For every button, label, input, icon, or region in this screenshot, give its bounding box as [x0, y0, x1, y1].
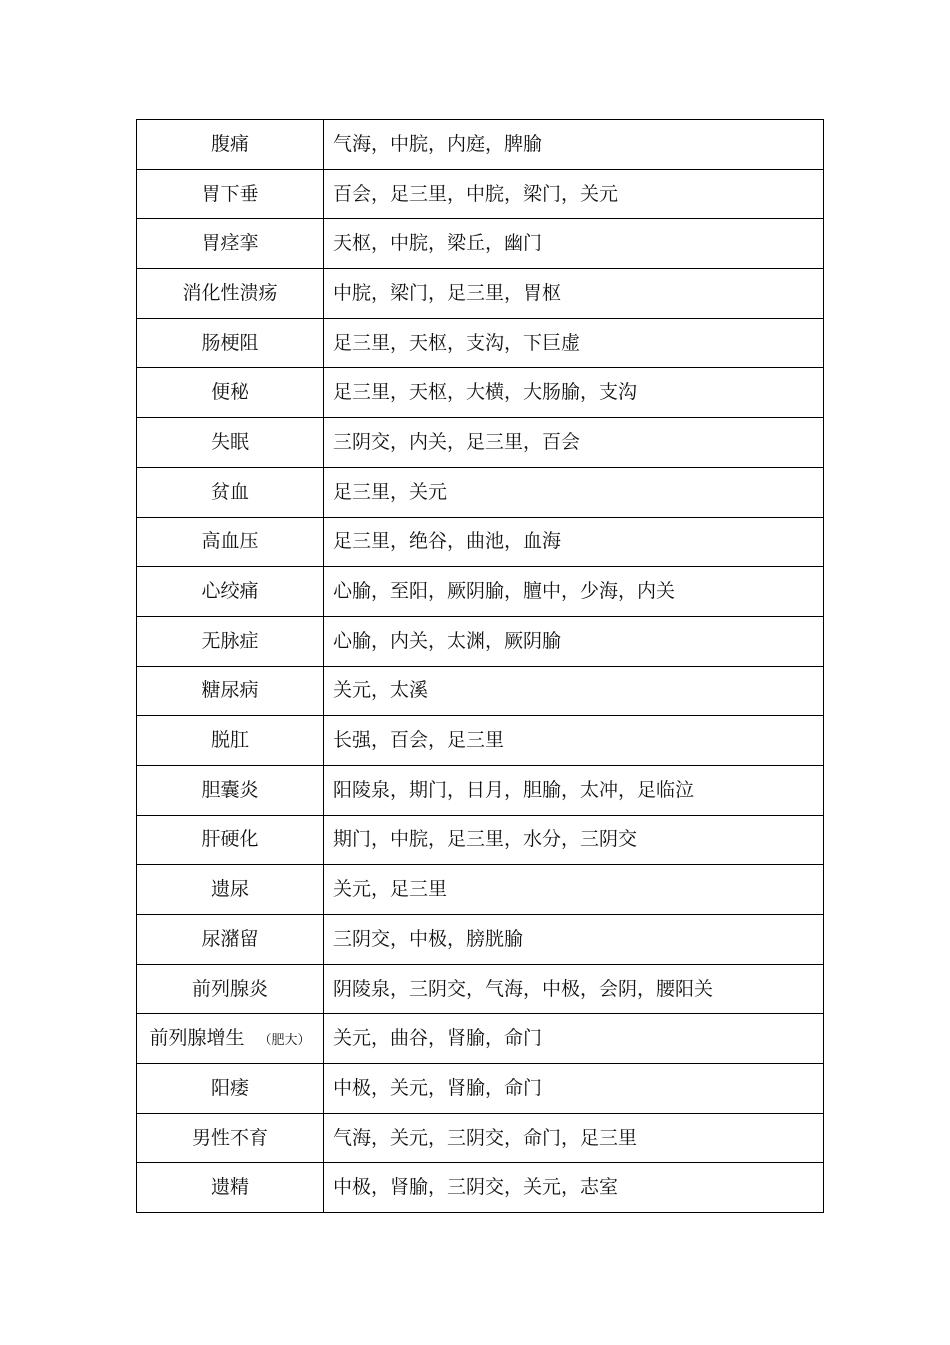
condition-cell	[137, 865, 324, 915]
acupoints-cell: 足三里，关元	[324, 467, 824, 517]
table-row	[137, 1113, 824, 1163]
table-row	[137, 666, 824, 716]
condition-name: 心绞痛	[201, 580, 259, 603]
condition-name: 遗尿	[210, 878, 249, 901]
table-row	[137, 517, 824, 567]
table-row	[137, 169, 824, 219]
table-body	[137, 120, 824, 1213]
table-row	[137, 616, 824, 666]
condition-cell	[137, 120, 324, 170]
acupoints-cell: 关元，太溪	[324, 666, 824, 716]
acupoints-cell: 中脘，梁门，足三里，胃枢	[324, 269, 824, 319]
condition-name: 便秘	[210, 381, 249, 404]
condition-name: 肝硬化	[201, 828, 259, 851]
condition-name: 脱肛	[210, 729, 249, 752]
condition-cell	[137, 716, 324, 766]
table-row	[137, 120, 824, 170]
condition-name: 遗精	[210, 1176, 249, 1199]
condition-cell	[137, 517, 324, 567]
condition-name: 高血压	[201, 530, 259, 553]
condition-cell	[137, 567, 324, 617]
condition-cell	[137, 1014, 324, 1064]
acupoints-cell: 关元，足三里	[324, 865, 824, 915]
condition-note: （肥大）	[258, 1033, 311, 1049]
condition-cell	[137, 368, 324, 418]
condition-cell	[137, 1163, 324, 1213]
acupoints-cell: 关元，曲谷，肾腧，命门	[324, 1014, 824, 1064]
condition-name: 无脉症	[201, 629, 259, 652]
table-row	[137, 915, 824, 965]
condition-name: 胃下垂	[201, 182, 259, 205]
table-row	[137, 567, 824, 617]
condition-cell	[137, 1064, 324, 1114]
acupoints-cell: 期门，中脘，足三里，水分，三阴交	[324, 815, 824, 865]
table-row	[137, 765, 824, 815]
condition-cell	[137, 418, 324, 468]
table-row	[137, 815, 824, 865]
condition-name: 糖尿病	[201, 679, 259, 702]
condition-cell	[137, 219, 324, 269]
condition-cell	[137, 318, 324, 368]
condition-name: 胃痉挛	[201, 232, 259, 255]
condition-name: 腹痛	[210, 132, 249, 155]
acupoints-cell: 阴陵泉，三阴交，气海，中极，会阴，腰阳关	[324, 964, 824, 1014]
condition-cell	[137, 815, 324, 865]
table-row	[137, 1064, 824, 1114]
table-row	[137, 269, 824, 319]
table-row	[137, 467, 824, 517]
condition-name: 尿潴留	[201, 927, 259, 950]
condition-cell	[137, 765, 324, 815]
table-row	[137, 716, 824, 766]
condition-name: 阳痿	[210, 1076, 249, 1099]
table-row	[137, 418, 824, 468]
acupoints-cell: 心腧，内关，太渊，厥阴腧	[324, 616, 824, 666]
condition-cell	[137, 915, 324, 965]
condition-name: 消化性溃疡	[182, 281, 278, 304]
acupoints-cell: 足三里，天枢，支沟，下巨虚	[324, 318, 824, 368]
acupoints-cell: 三阴交，内关，足三里，百会	[324, 418, 824, 468]
condition-name: 胆囊炎	[201, 778, 259, 801]
acupoints-cell: 阳陵泉，期门，日月，胆腧，太冲，足临泣	[324, 765, 824, 815]
acupoints-cell: 百会，足三里，中脘，梁门，关元	[324, 169, 824, 219]
table-row	[137, 318, 824, 368]
acupoints-cell: 中极，肾腧，三阴交，关元，志室	[324, 1163, 824, 1213]
acupoints-cell: 心腧，至阳，厥阴腧，膻中，少海，内关	[324, 567, 824, 617]
condition-cell	[137, 169, 324, 219]
condition-cell	[137, 1113, 324, 1163]
table-row	[137, 964, 824, 1014]
condition-name: 肠梗阻	[201, 331, 259, 354]
condition-name: 失眠	[210, 430, 249, 453]
condition-name: 男性不育	[191, 1126, 268, 1149]
condition-cell	[137, 616, 324, 666]
table-row	[137, 1014, 824, 1064]
acupoints-cell: 气海，关元，三阴交，命门，足三里	[324, 1113, 824, 1163]
condition-cell	[137, 269, 324, 319]
acupoints-cell: 天枢，中脘，梁丘，幽门	[324, 219, 824, 269]
acupoints-cell: 足三里，绝谷，曲池，血海	[324, 517, 824, 567]
acupoints-cell: 气海，中脘，内庭，脾腧	[324, 120, 824, 170]
table-row	[137, 368, 824, 418]
condition-name: 贫血	[210, 480, 249, 503]
acupoints-cell: 长强，百会，足三里	[324, 716, 824, 766]
acupoint-table	[136, 119, 824, 1213]
acupoints-cell: 足三里，天枢，大横，大肠腧，支沟	[324, 368, 824, 418]
condition-cell	[137, 964, 324, 1014]
acupoints-cell: 中极，关元，肾腧，命门	[324, 1064, 824, 1114]
table-row	[137, 865, 824, 915]
acupoints-cell: 三阴交，中极，膀胱腧	[324, 915, 824, 965]
condition-cell	[137, 666, 324, 716]
table-row	[137, 1163, 824, 1213]
condition-name: 前列腺炎	[191, 977, 268, 1000]
condition-name: 前列腺增生	[149, 1027, 245, 1050]
table-row	[137, 219, 824, 269]
condition-cell	[137, 467, 324, 517]
